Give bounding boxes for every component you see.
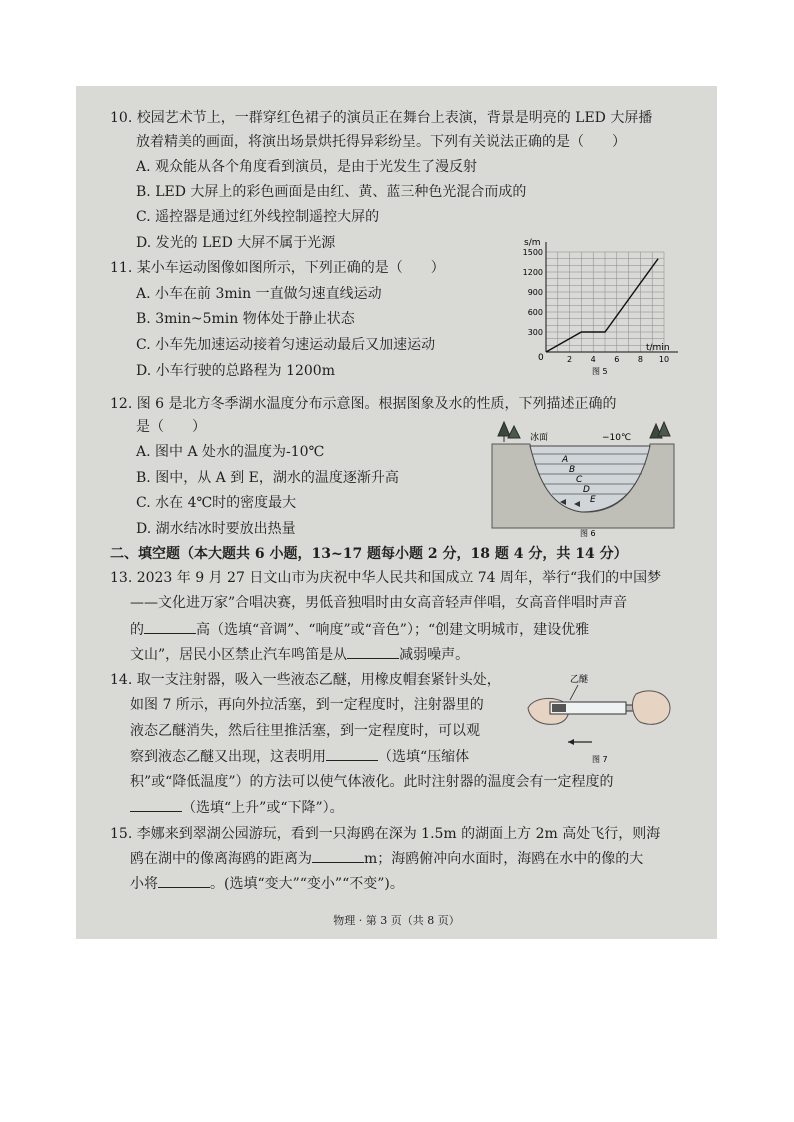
q12-option-a: A. 图中 A 处水的温度为-10℃ [136, 444, 325, 460]
layer-label-d: D [583, 485, 590, 495]
layer-label-b: B [569, 465, 576, 475]
q14-line6 [130, 797, 344, 818]
x-tick-label: 8 [637, 355, 643, 364]
q14-line3: 液态乙醚消失，然后往里推活塞，到一定程度时，可以观 [130, 723, 480, 739]
q15-line1: 15. 李娜来到翠湖公园游玩，看到一只海鸥在深为 1.5m 的湖面上方 2m 高处飞行，则海 [110, 826, 661, 842]
q13-line1: 13. 2023 年 9 月 27 日文山市为庆祝中华人民共和国成立 74 周年，举行“我们的中国梦 [110, 570, 662, 586]
q13-line4-suffix: 减弱噪声。 [399, 647, 470, 663]
y-tick-label: 1200 [522, 268, 543, 277]
y-axis-label: s/m [524, 238, 541, 248]
q13-line3 [130, 619, 589, 640]
figure-6-lake-diagram [490, 418, 675, 540]
x-tick-label: 10 [658, 355, 670, 364]
hand-icon [633, 691, 670, 724]
q14-line4-suffix: （选填“压缩体 [378, 749, 470, 765]
q15-blank-2[interactable] [158, 873, 210, 888]
y-tick-label: 900 [527, 288, 543, 297]
tree-icon [498, 422, 520, 442]
q14-blank-1[interactable] [326, 746, 378, 761]
q13-line3-prefix: 的 [130, 622, 144, 638]
layer-label-a: A [562, 455, 569, 465]
chart-grid [546, 252, 664, 352]
x-tick-label: 2 [567, 355, 573, 364]
surface-temp-label: −10℃ [602, 433, 632, 443]
q15-line2-prefix: 鸥在湖中的像离海鸥的距离为 [130, 851, 312, 867]
layer-label-c: C [576, 475, 583, 485]
q14-blank-2[interactable] [130, 797, 182, 812]
q10-stem-line2: 放着精美的画面，将演出场景烘托得异彩纷呈。下列有关说法正确的是（ ） [136, 134, 626, 150]
y-tick-label: 1500 [522, 248, 543, 257]
figure-6-caption: 图 6 [580, 529, 596, 538]
q14-line5: 积”或“降低温度”）的方法可以使气体液化。此时注射器的温度会有一定程度的 [130, 774, 614, 790]
y-tick-label: 600 [527, 308, 543, 317]
q13-line2: ——文化进万家”合唱决赛，男低音独唱时由女高音轻声伴唱，女高音伴唱时声音 [130, 595, 628, 611]
q13-blank-1[interactable] [144, 619, 196, 634]
x-tick-label: 4 [590, 355, 596, 364]
q11-option-b: B. 3min~5min 物体处于静止状态 [136, 311, 355, 327]
q12-option-c: C. 水在 4℃时的密度最大 [136, 495, 297, 511]
q10-stem-line1: 10. 校园艺术节上，一群穿红色裙子的演员正在舞台上表演，背景是明亮的 LED 大屏播 [110, 110, 653, 126]
q15-line2-suffix: m；海鸥俯冲向水面时，海鸥在水中的像的大 [364, 851, 644, 867]
q14-line1: 14. 取一支注射器，吸入一些液态乙醚，用橡皮帽套紧针头处， [110, 672, 501, 688]
page-footer: 物理 · 第 3 页（共 8 页） [333, 914, 460, 927]
q10-option-a: A. 观众能从各个角度看到演员，是由于光发生了漫反射 [136, 159, 478, 175]
q14-line4-prefix: 察到液态乙醚又出现，这表明用 [130, 749, 326, 765]
y-tick-label: 300 [527, 328, 543, 337]
q14-line6-text: （选填“上升”或“下降”）。 [182, 800, 344, 816]
x-tick-label: 6 [614, 355, 620, 364]
ether-liquid [552, 704, 566, 712]
q15-line3-suffix: 。(选填“变大”“变小”“不变”)。 [210, 876, 404, 892]
figure-5-chart [514, 234, 684, 379]
q10-option-c: C. 遥控器是通过红外线控制遥控大屏的 [136, 209, 380, 225]
q13-line4-prefix: 文山”，居民小区禁止汽车鸣笛是从 [130, 647, 348, 663]
q12-option-b: B. 图中，从 A 到 E，湖水的温度逐渐升高 [136, 470, 399, 486]
origin-label: 0 [538, 353, 544, 363]
figure-7-caption: 图 7 [592, 755, 608, 764]
figure-5-caption: 图 5 [592, 367, 608, 376]
q11-option-a: A. 小车在前 3min 一直做匀速直线运动 [136, 286, 382, 302]
q10-option-d: D. 发光的 LED 大屏不属于光源 [136, 235, 336, 251]
q13-blank-2[interactable] [347, 644, 399, 659]
q12-stem-line2: 是（ ） [136, 419, 206, 435]
layer-label-e: E [590, 495, 596, 505]
q14-line4 [130, 746, 469, 767]
q13-line4 [130, 644, 469, 665]
ether-label: 乙醚 [570, 675, 589, 685]
q12-option-d: D. 湖水结冰时要放出热量 [136, 521, 296, 537]
q12-stem-line1: 12. 图 6 是北方冬季湖水温度分布示意图。根据图象及水的性质，下列描述正确的 [110, 396, 617, 412]
q10-option-b: B. LED 大屏上的彩色画面是由红、黄、蓝三种色光混合而成的 [136, 184, 527, 200]
q11-option-c: C. 小车先加速运动接着匀速运动最后又加速运动 [136, 337, 436, 353]
q14-line2: 如图 7 所示，再向外拉活塞，到一定程度时，注射器里的 [130, 697, 484, 713]
ice-label: 冰面 [530, 433, 549, 443]
figure-7-syringe [524, 670, 674, 770]
q15-line2 [130, 848, 643, 869]
q15-line3-prefix: 小将 [130, 876, 158, 892]
q13-line3-suffix: 高（选填“音调”、“响度”或“音色”）；“创建文明城市，建设优雅 [196, 622, 590, 638]
q15-line3 [130, 873, 404, 894]
x-axis-label: t/min [646, 343, 670, 353]
q11-option-d: D. 小车行驶的总路程为 1200m [136, 363, 335, 379]
exam-page [76, 86, 717, 939]
q15-blank-1[interactable] [312, 848, 364, 863]
section-2-heading: 二、填空题（本大题共 6 小题，13~17 题每小题 2 分，18 题 4 分，共 14 分） [110, 546, 628, 562]
q11-stem: 11. 某小车运动图像如图所示，下列正确的是（ ） [110, 260, 445, 276]
tree-icon [650, 422, 670, 438]
